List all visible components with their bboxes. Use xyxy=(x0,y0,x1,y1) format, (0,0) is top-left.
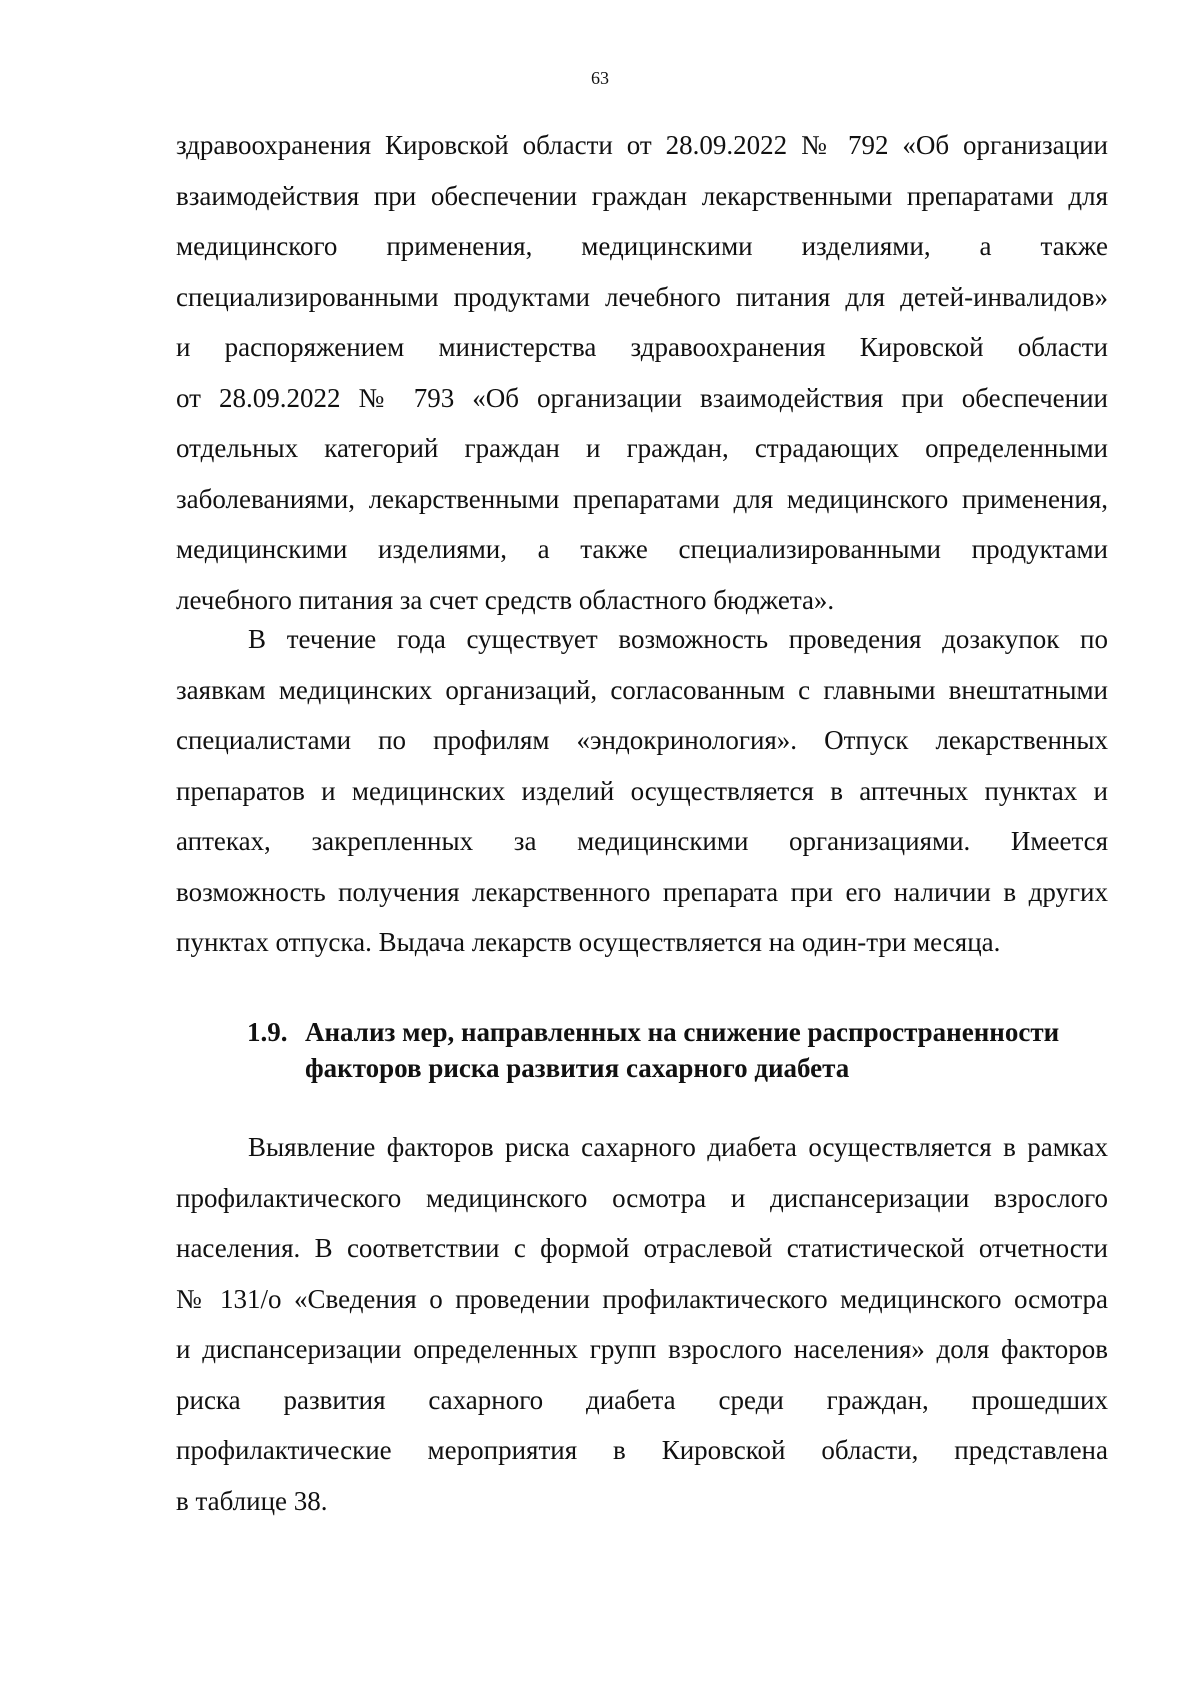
page-number: 63 xyxy=(591,68,609,88)
text-line: специалистами по профилям «эндокринология». Отпуск лекарственных xyxy=(176,725,1108,755)
text-line: лечебного питания за счет средств областного бюджета». xyxy=(176,584,835,615)
section-title-line-2: факторов риска развития сахарного диабета xyxy=(305,1053,850,1083)
text-line: здравоохранения Кировской области от 28.09.2022 № 792 «Об организации xyxy=(176,130,1108,160)
text-line: препаратов и медицинских изделий осуществляется в аптечных пунктах и xyxy=(176,775,1108,806)
text-line: и распоряжением министерства здравоохранения Кировской области xyxy=(176,332,1108,362)
text-line: профилактические мероприятия в Кировской области, представлена xyxy=(176,1435,1108,1465)
text-line: в таблице 38. xyxy=(176,1485,328,1516)
section-title-line-1: Анализ мер, направленных на снижение распространенности xyxy=(305,1017,1060,1047)
text-line: отдельных категорий граждан и граждан, страдающих определенными xyxy=(176,433,1108,463)
text-line: № 131/о «Сведения о проведении профилактического медицинского осмотра xyxy=(176,1283,1108,1314)
text-line: возможность получения лекарственного препарата при его наличии в других xyxy=(176,876,1108,907)
paragraph-additional-purchases xyxy=(176,614,1108,968)
section-number: 1.9. xyxy=(247,1017,288,1047)
section-heading xyxy=(247,1014,1111,1086)
text-line: населения. В соответствии с формой отраслевой статистической отчетности xyxy=(176,1233,1108,1263)
paragraph-medication-orders xyxy=(176,120,1108,625)
paragraph-risk-factors xyxy=(176,1122,1108,1526)
text-line: В течение года существует возможность проведения дозакупок по xyxy=(248,624,1108,654)
text-line: пунктах отпуска. Выдача лекарств осуществляется на один-три месяца. xyxy=(176,927,1001,957)
text-line: от 28.09.2022 № 793 «Об организации взаимодействия при обеспечении xyxy=(176,382,1108,413)
text-line: и диспансеризации определенных групп взрослого населения» доля факторов xyxy=(176,1334,1108,1364)
text-line: взаимодействия при обеспечении граждан лекарственными препаратами для xyxy=(176,180,1108,211)
text-line: заявкам медицинских организаций, согласованным с главными внештатными xyxy=(176,674,1108,705)
text-line: заболеваниями, лекарственными препаратами для медицинского применения, xyxy=(176,483,1108,514)
text-line: медицинского применения, медицинскими изделиями, а также xyxy=(176,231,1108,261)
text-line: медицинскими изделиями, а также специализированными продуктами xyxy=(176,534,1108,564)
text-line: аптеках, закрепленных за медицинскими организациями. Имеется xyxy=(176,826,1108,856)
text-line: риска развития сахарного диабета среди граждан, прошедших xyxy=(176,1384,1108,1415)
text-line: Выявление факторов риска сахарного диабета осуществляется в рамках xyxy=(248,1132,1108,1162)
text-line: специализированными продуктами лечебного питания для детей-инвалидов» xyxy=(176,281,1108,312)
text-line: профилактического медицинского осмотра и диспансеризации взрослого xyxy=(176,1182,1108,1213)
